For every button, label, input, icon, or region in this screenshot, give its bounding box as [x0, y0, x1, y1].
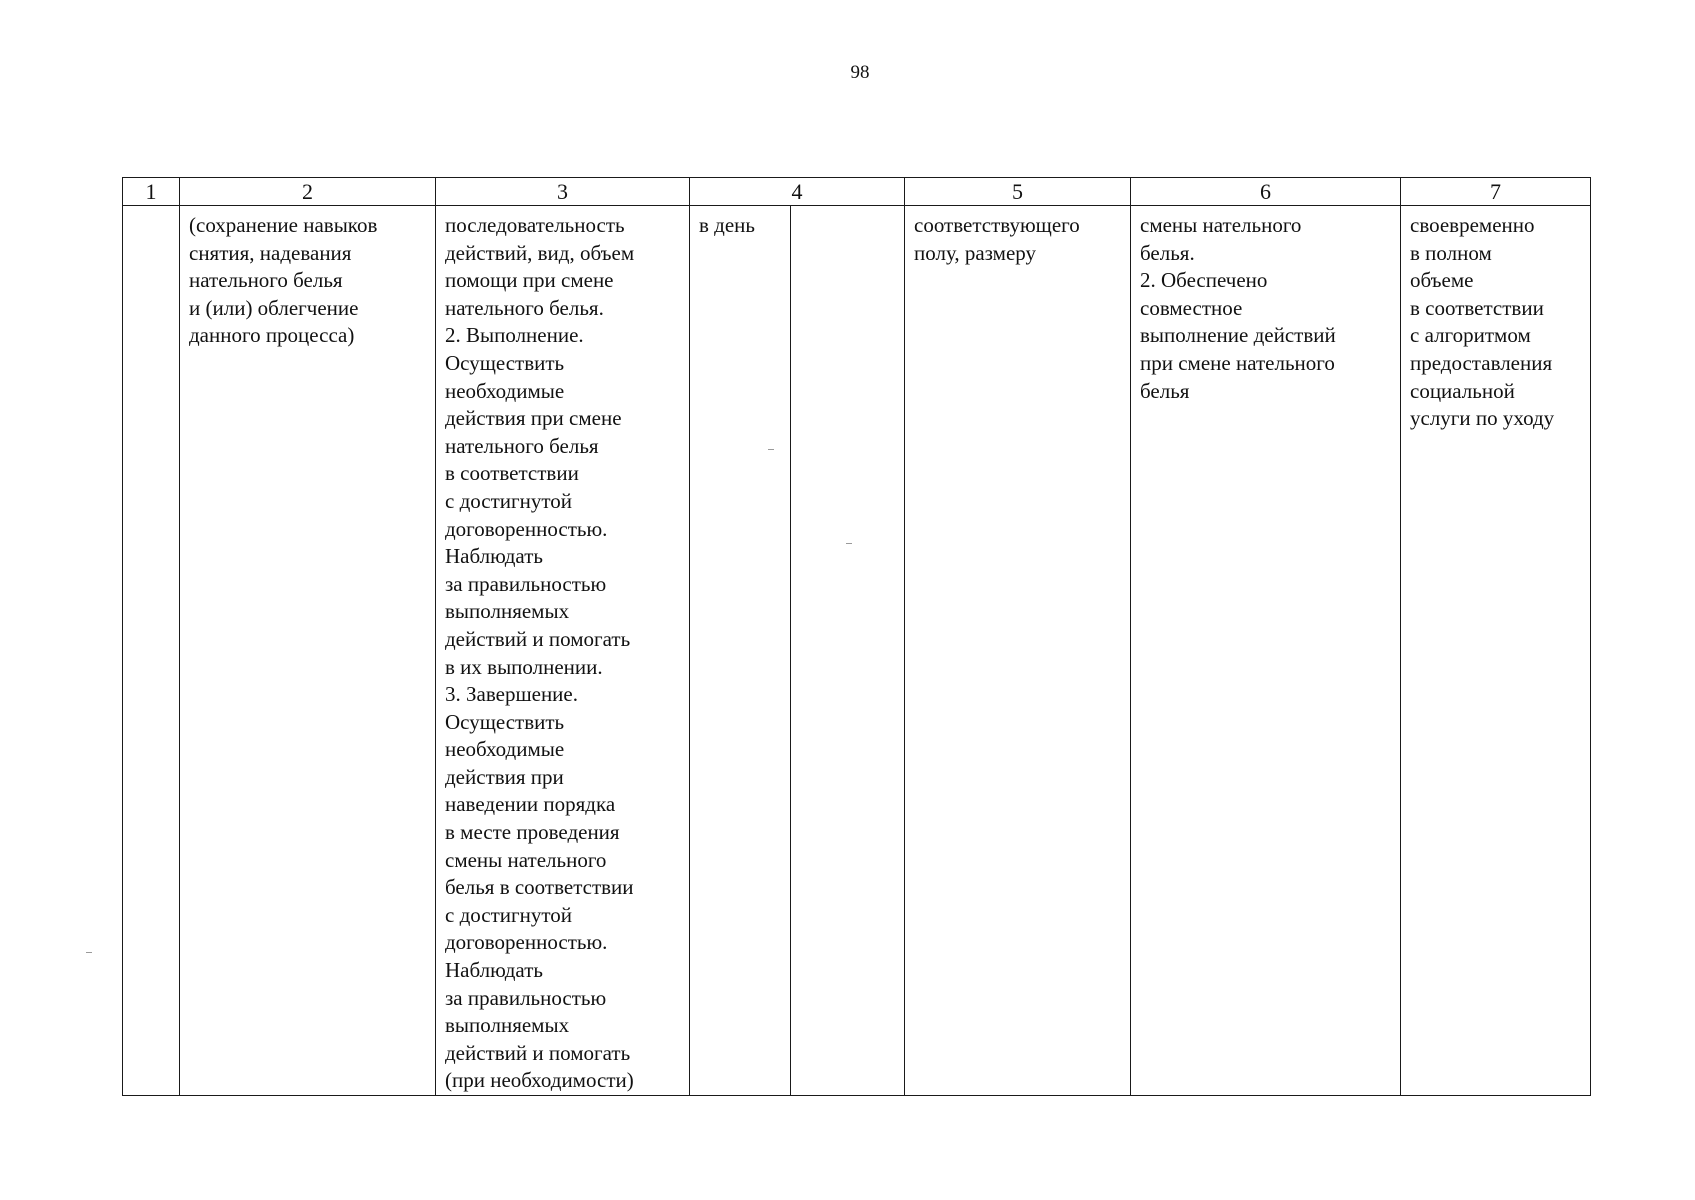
- cell-col-5-text: соответствующего полу, размеру: [914, 213, 1080, 265]
- cell-col-6-text: смены нательного белья. 2. Обеспечено совместное выполнение действий при смене нательного белья: [1140, 213, 1336, 403]
- table-row: [123, 206, 1591, 1096]
- column-header-4: 4: [690, 178, 905, 206]
- cell-col-4a-text: в день: [699, 213, 755, 237]
- column-header-7: 7: [1401, 178, 1591, 206]
- scan-speck: [768, 449, 774, 450]
- cell-col-3: [436, 206, 690, 1096]
- column-header-1: 1: [123, 178, 180, 206]
- cell-col-7-text: своевременно в полном объеме в соответствии с алгоритмом предоставления социальной услуги по уходу: [1410, 213, 1555, 431]
- column-header-5: 5: [905, 178, 1131, 206]
- cell-col-6: [1131, 206, 1401, 1096]
- column-header-3: 3: [436, 178, 690, 206]
- cell-col-5: [905, 206, 1131, 1096]
- scan-speck: [846, 543, 852, 544]
- column-header-6: 6: [1131, 178, 1401, 206]
- data-table: [122, 177, 1591, 1096]
- cell-col-2-text: (сохранение навыков снятия, надевания нательного белья и (или) облегчение данного процесса): [189, 213, 378, 348]
- cell-col-2: [180, 206, 436, 1096]
- scan-speck: [86, 952, 92, 953]
- column-header-2: 2: [180, 178, 436, 206]
- cell-col-7: [1401, 206, 1591, 1096]
- cell-col-1: [123, 206, 180, 1096]
- cell-col-3-text: последовательность действий, вид, объем помощи при смене нательного белья. 2. Выполнение. Осуществить необходимые действия при смене нательного белья в соответствии с достигнутой договоренностью. Наблюдать за правильностью выполняемых действий и помогать в их выполнении. 3. Завершение. Осуществить необходимые действия при наведении порядка в месте проведения смены нательного белья в соответствии с достигнутой договоренностью. Наблюдать за правильностью выполняемых действий и помогать (при необходимости): [445, 213, 635, 1093]
- page-number: 98: [850, 62, 870, 83]
- cell-col-4a: [690, 206, 791, 1096]
- cell-col-4b: [791, 206, 905, 1096]
- header-row: [123, 178, 1591, 206]
